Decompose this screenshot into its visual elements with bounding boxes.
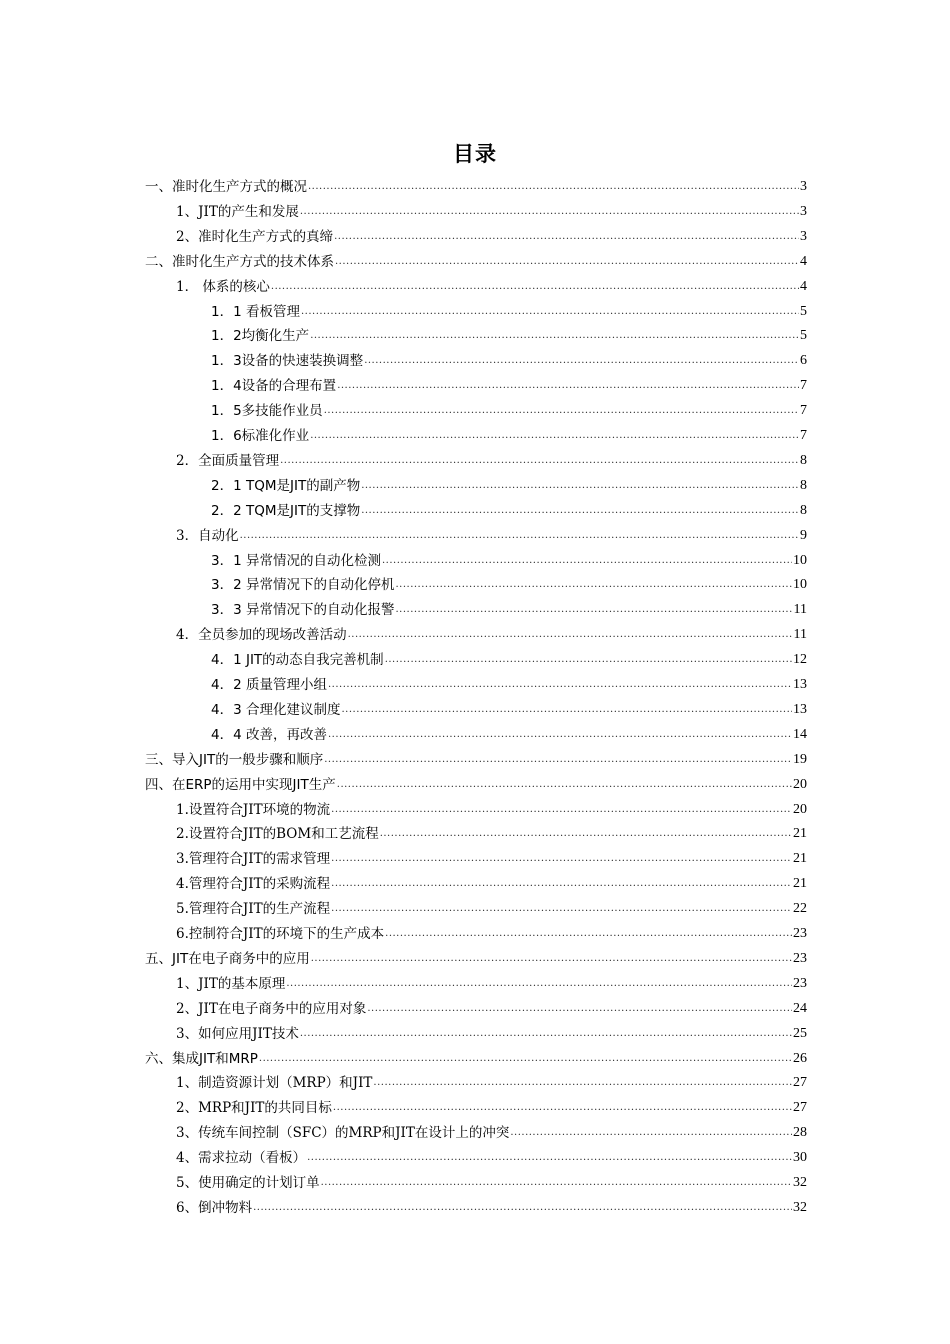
toc-entry-page-number: 10 — [793, 552, 807, 568]
toc-entry-page-number: 32 — [793, 1199, 807, 1215]
toc-entry-page-number: 9 — [800, 527, 807, 543]
page-title: 目录 — [453, 142, 497, 166]
toc-entry-page-number: 7 — [800, 428, 807, 443]
dot-leader — [373, 1073, 792, 1093]
toc-entry-page-number: 11 — [793, 602, 807, 618]
toc-entry-label: 4、需求拉动（看板） — [176, 1150, 307, 1167]
toc-entry-page-number: 3 — [800, 179, 807, 194]
dot-leader — [367, 999, 792, 1019]
toc-entry-label: 2.设置符合JIT的BOM和工艺流程 — [176, 826, 379, 843]
toc-entry[interactable] — [211, 349, 807, 371]
toc-entry-page-number: 8 — [800, 477, 807, 493]
toc-entry-page-number: 20 — [793, 801, 807, 817]
toc-entry-label: 四、在ERP的运用中实现JIT生产 — [145, 776, 336, 793]
toc-entry-label: 4．2 质量管理小组 — [211, 677, 327, 693]
toc-entry-label: 5.管理符合JIT的生产流程 — [176, 901, 331, 918]
toc-entry[interactable] — [145, 1047, 807, 1069]
dot-leader — [310, 326, 799, 346]
toc-entry-label: 3．自动化 — [176, 527, 239, 544]
toc-entry[interactable] — [176, 1071, 807, 1093]
dot-leader — [300, 1024, 792, 1044]
dot-leader — [253, 1198, 792, 1218]
toc-entry-page-number: 10 — [793, 577, 807, 593]
dot-leader — [311, 949, 792, 969]
toc-entry-page-number: 32 — [793, 1175, 807, 1190]
toc-entry-label: 2、准时化生产方式的真缔 — [176, 228, 334, 245]
toc-entry[interactable] — [211, 723, 807, 745]
toc-entry-label: 1、JIT的基本原理 — [176, 975, 286, 992]
dot-leader — [271, 277, 799, 297]
dot-leader — [310, 426, 799, 446]
toc-entry[interactable] — [176, 1171, 807, 1193]
toc-entry[interactable] — [211, 549, 807, 571]
toc-entry[interactable] — [176, 1146, 807, 1168]
toc-entry-label: 6.控制符合JIT的环境下的生产成本 — [176, 926, 385, 942]
toc-entry[interactable] — [211, 424, 807, 446]
toc-entry-label: 4．全员参加的现场改善活动 — [176, 627, 347, 644]
dot-leader — [324, 750, 792, 770]
dot-leader — [385, 650, 792, 670]
toc-entry[interactable] — [211, 698, 807, 720]
toc-entry-label: 1.设置符合JIT环境的物流 — [176, 801, 331, 818]
toc-entry-page-number: 14 — [793, 726, 807, 742]
dot-leader — [280, 451, 799, 471]
toc-entry[interactable] — [176, 1196, 807, 1218]
toc-entry[interactable] — [176, 822, 807, 844]
toc-entry[interactable] — [145, 947, 807, 969]
toc-entry[interactable] — [145, 773, 807, 795]
toc-entry-page-number: 20 — [793, 776, 807, 792]
toc-entry-label: 4．4 改善，再改善 — [211, 726, 327, 743]
toc-entry[interactable] — [211, 300, 807, 322]
toc-entry-label: 1．1 看板管理 — [211, 303, 300, 320]
dot-leader — [510, 1123, 792, 1143]
toc-entry-label: 3、如何应用JIT技术 — [176, 1025, 299, 1042]
dot-leader — [331, 849, 792, 869]
toc-entry[interactable] — [211, 399, 807, 421]
toc-entry-page-number: 7 — [800, 378, 807, 394]
toc-entry-page-number: 3 — [800, 203, 807, 219]
toc-entry-label: 一、准时化生产方式的概况 — [145, 179, 307, 195]
toc-entry[interactable] — [211, 573, 807, 595]
dot-leader — [300, 202, 799, 222]
dot-leader — [240, 526, 799, 546]
dot-leader — [395, 600, 792, 620]
dot-leader — [395, 575, 792, 595]
toc-entry-page-number: 8 — [800, 452, 807, 468]
toc-entry[interactable] — [145, 250, 807, 272]
toc-entry-page-number: 3 — [800, 228, 807, 244]
toc-entry-page-number: 23 — [793, 950, 807, 966]
dot-leader — [334, 227, 799, 247]
toc-entry-label: 3、传统车间控制（SFC）的MRP和JIT在设计上的冲突 — [176, 1125, 510, 1142]
toc-entry-label: 1．2均衡化生产 — [211, 328, 310, 345]
toc-entry[interactable] — [176, 225, 807, 247]
toc-entry-label: 4.管理符合JIT的采购流程 — [176, 876, 331, 893]
toc-entry-label: 六、集成JIT和MRP — [145, 1050, 258, 1067]
toc-entry-page-number: 27 — [793, 1100, 807, 1116]
toc-entry[interactable] — [145, 748, 807, 770]
toc-entry-page-number: 30 — [793, 1150, 807, 1166]
toc-entry-label: 二、准时化生产方式的技术体系 — [145, 253, 334, 270]
toc-entry[interactable] — [176, 1022, 807, 1044]
dot-leader — [337, 376, 799, 396]
toc-entry-page-number: 25 — [793, 1025, 807, 1041]
toc-entry[interactable] — [211, 598, 807, 620]
toc-entry-label: 1、JIT的产生和发展 — [176, 203, 299, 220]
toc-entry-label: 2．1 TQM是JIT的副产物 — [211, 477, 361, 494]
toc-entry-page-number: 21 — [793, 876, 807, 892]
toc-entry-page-number: 7 — [800, 403, 807, 419]
toc-entry-page-number: 28 — [793, 1125, 807, 1141]
toc-entry-page-number: 5 — [800, 303, 807, 319]
toc-entry[interactable] — [176, 1121, 807, 1143]
toc-entry[interactable] — [176, 449, 807, 471]
toc-entry[interactable] — [145, 175, 807, 197]
toc-entry-page-number: 24 — [793, 1000, 807, 1016]
toc-entry-page-number: 21 — [793, 851, 807, 867]
dot-leader — [380, 824, 792, 844]
toc-entry-page-number: 27 — [793, 1075, 807, 1091]
toc-entry-label: 4．3 合理化建议制度 — [211, 701, 341, 718]
toc-entry[interactable] — [211, 648, 807, 670]
dot-leader — [385, 924, 792, 944]
toc-entry-page-number: 8 — [800, 502, 807, 518]
toc-entry-label: 1．6标准化作业 — [211, 428, 310, 444]
dot-leader — [286, 974, 792, 994]
toc-entry[interactable] — [211, 673, 807, 695]
toc-entry-page-number: 19 — [793, 751, 807, 767]
toc-entry[interactable] — [176, 798, 807, 820]
dot-leader — [321, 1173, 792, 1193]
toc-entry-label: 1．4设备的合理布置 — [211, 378, 337, 395]
toc-entry-label: 1、制造资源计划（MRP）和JIT — [176, 1075, 373, 1092]
toc-entry-label: 3.管理符合JIT的需求管理 — [176, 851, 331, 868]
toc-entry-label: 2、JIT在电子商务中的应用对象 — [176, 1000, 367, 1017]
toc-entry-page-number: 21 — [793, 826, 807, 842]
toc-entry[interactable] — [176, 200, 807, 222]
toc-entry[interactable] — [176, 275, 807, 297]
dot-leader — [333, 1098, 792, 1118]
dot-leader — [335, 252, 799, 272]
toc-entry-page-number: 4 — [800, 278, 807, 294]
toc-entry-label: 5、使用确定的计划订单 — [176, 1175, 320, 1191]
dot-leader — [331, 899, 792, 919]
toc-entry[interactable] — [176, 972, 807, 994]
dot-leader — [331, 800, 792, 820]
toc-entry[interactable] — [176, 847, 807, 869]
dot-leader — [382, 551, 792, 571]
toc-entry-label: 1．5多技能作业员 — [211, 403, 323, 420]
toc-entry[interactable] — [176, 623, 807, 645]
toc-entry-label: 3．3 异常情况下的自动化报警 — [211, 602, 395, 619]
toc-entry-page-number: 26 — [793, 1050, 807, 1066]
dot-leader — [301, 302, 799, 322]
dot-leader — [259, 1049, 792, 1069]
toc-entry[interactable] — [211, 474, 807, 496]
toc-entry-label: 6、倒冲物料 — [176, 1199, 253, 1216]
toc-entry-page-number: 23 — [793, 926, 807, 941]
toc-entry[interactable] — [211, 499, 807, 521]
toc-entry-page-number: 12 — [793, 652, 807, 668]
toc-entry[interactable] — [176, 997, 807, 1019]
toc-entry-label: 4．1 JIT的动态自我完善机制 — [211, 652, 384, 669]
toc-entry-label: 2．全面质量管理 — [176, 452, 280, 469]
toc-entry-page-number: 11 — [793, 627, 807, 643]
toc-entry-page-number: 13 — [793, 701, 807, 717]
dot-leader — [328, 675, 792, 695]
toc-entry-page-number: 6 — [800, 353, 807, 369]
dot-leader — [361, 476, 799, 496]
toc-entry-page-number: 23 — [793, 975, 807, 991]
toc-entry-label: 2、MRP和JIT的共同目标 — [176, 1100, 332, 1117]
toc-entry-label: 3．1 异常情况的自动化检测 — [211, 552, 381, 569]
dot-leader — [324, 401, 799, 421]
toc-entry[interactable] — [176, 872, 807, 894]
dot-leader — [337, 775, 792, 795]
toc-entry-label: 1． 体系的核心 — [176, 278, 270, 295]
toc-entry-label: 1．3设备的快速装换调整 — [211, 353, 364, 370]
dot-leader — [308, 177, 799, 197]
dot-leader — [307, 1148, 792, 1168]
toc-entry[interactable] — [211, 324, 807, 346]
dot-leader — [341, 700, 792, 720]
dot-leader — [361, 501, 799, 521]
toc-entry-label: 三、导入JIT的一般步骤和顺序 — [145, 751, 324, 768]
toc-entry-label: 2．2 TQM是JIT的支撑物 — [211, 502, 361, 519]
toc-entry-page-number: 4 — [800, 253, 807, 269]
toc-entry[interactable] — [176, 1096, 807, 1118]
toc-entry[interactable] — [176, 524, 807, 546]
toc-entry-page-number: 13 — [793, 677, 807, 692]
dot-leader — [328, 725, 792, 745]
dot-leader — [331, 874, 792, 894]
toc-entry[interactable] — [211, 374, 807, 396]
toc-entry-page-number: 5 — [800, 328, 807, 344]
toc-entry-label: 3．2 异常情况下的自动化停机 — [211, 577, 395, 594]
toc-entry[interactable] — [176, 922, 807, 944]
dot-leader — [348, 625, 793, 645]
toc-entry-page-number: 22 — [793, 901, 807, 917]
toc-entry[interactable] — [176, 897, 807, 919]
dot-leader — [364, 351, 799, 371]
toc-entry-label: 五、JIT在电子商务中的应用 — [145, 950, 310, 967]
